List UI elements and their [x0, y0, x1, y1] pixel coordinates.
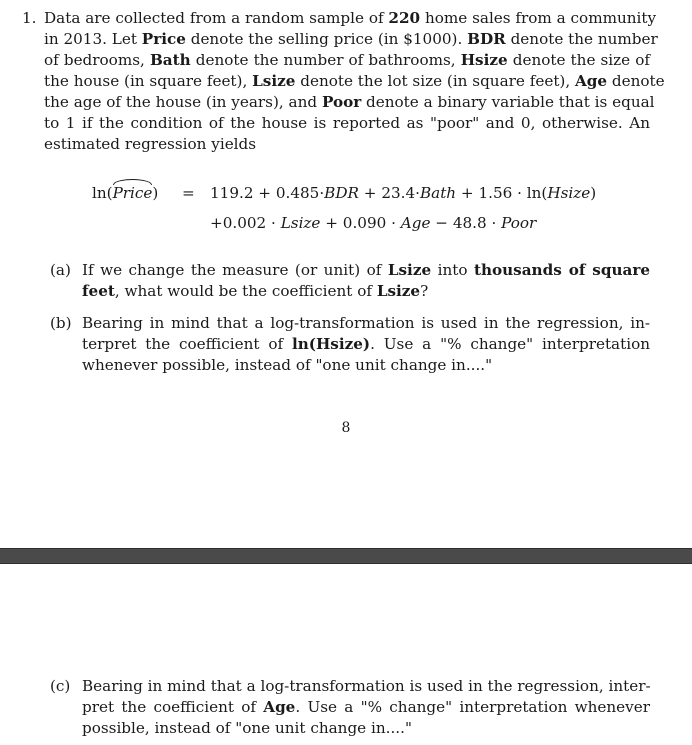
page-separator [0, 548, 692, 564]
question-part-b [50, 313, 650, 376]
part-body [82, 260, 650, 302]
problem-line: to 1 if the condition of the house is reported as "poor" and 0, otherwise. An [44, 114, 650, 132]
part-body [82, 676, 650, 739]
equation-lhs: ln(Price) [92, 178, 158, 208]
question-part-a [50, 260, 650, 302]
part-label: (a) [50, 261, 71, 279]
part-label: (c) [50, 677, 71, 695]
problem-number: 1. [22, 9, 37, 27]
part-body [82, 313, 650, 376]
problem-line: the house (in square feet), Lsize denote the lot size (in square feet), Age denote [44, 72, 665, 90]
problem-line: Data are collected from a random sample of 220 home sales from a community [44, 9, 657, 27]
document-page-bottom [0, 564, 692, 745]
problem-body [44, 8, 665, 155]
equation-rhs-2: +0.002 · Lsize + 0.090 · Age − 48.8 · Poor [210, 214, 537, 232]
part-line: Bearing in mind that a log-transformation is used in the regression, in- [82, 314, 650, 332]
equals-sign: = [182, 184, 195, 202]
problem-line: estimated regression yields [44, 135, 257, 153]
page-number: 8 [341, 420, 351, 436]
part-line: whenever possible, instead of "one unit change in...." [82, 356, 493, 374]
price-hat: Price [113, 178, 153, 208]
problem-statement [22, 8, 665, 155]
problem-line: in 2013. Let Price denote the selling price (in $1000). BDR denote the number [44, 30, 658, 48]
problem-line: of bedrooms, Bath denote the number of bathrooms, Hsize denote the size of [44, 51, 650, 69]
part-line: pret the coefficient of Age. Use a "% change" interpretation whenever [82, 698, 650, 716]
question-part-c [50, 676, 650, 739]
equation-rhs-1: 119.2 + 0.485·BDR + 23.4·Bath + 1.56 · ln(Hsize) [210, 184, 597, 202]
problem-line: the age of the house (in years), and Poor denote a binary variable that is equal [44, 93, 655, 111]
part-line: terpret the coefficient of ln(Hsize). Use a "% change" interpretation [82, 335, 650, 353]
part-line: If we change the measure (or unit) of Lsize into thousands of square [82, 261, 650, 279]
part-line: possible, instead of "one unit change in...." [82, 719, 412, 737]
part-line: feet, what would be the coefficient of Lsize? [82, 282, 429, 300]
part-label: (b) [50, 314, 72, 332]
part-line: Bearing in mind that a log-transformation is used in the regression, inter- [82, 677, 651, 695]
